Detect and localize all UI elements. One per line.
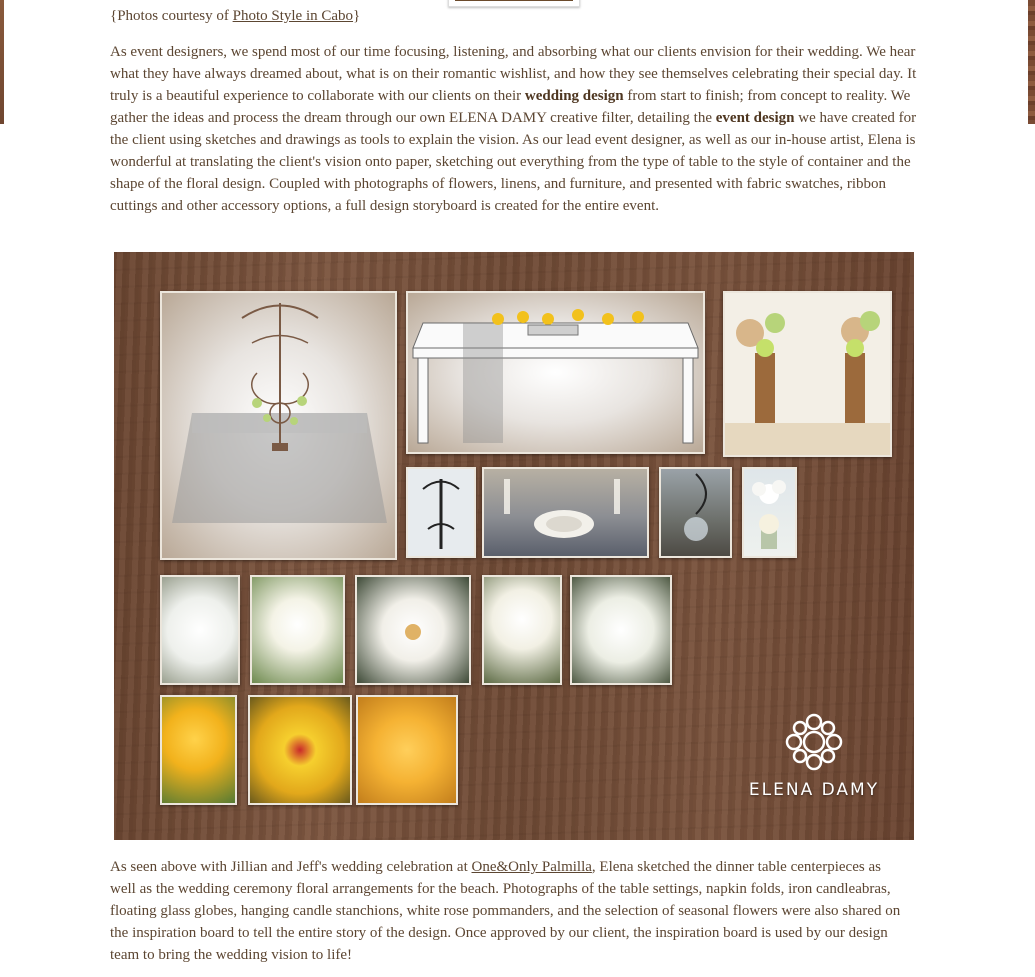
hanging-globe-photo	[659, 467, 732, 558]
table-sketch	[406, 291, 705, 454]
closing-paragraph: As seen above with Jillian and Jeff's wedding celebration at One&Only Palmilla, Elena sketched the dinner table centerpieces as well as the wedding ceremony floral arrangements for the beach. Photographs of the table settings, napkin folds, iron candleabras, floating glass globes, hanging candle stanchions, white rose pommanders, and the selection of seasonal flowers were also shared on the inspiration board to tell the entire story of the design. Once approved by our client, the inspiration board is used by our design team to bring the wedding vision to life!	[110, 859, 901, 963]
event-design-emphasis: event design	[715, 110, 795, 126]
white-rose-photo	[570, 575, 672, 685]
one-only-palmilla-link[interactable]: One&Only Palmilla	[471, 859, 592, 875]
elena-damy-logo	[734, 710, 894, 810]
photo-style-cabo-link[interactable]: Photo Style in Cabo	[232, 8, 354, 24]
wedding-design-emphasis: wedding design	[524, 88, 624, 104]
yellow-rose-photo	[356, 695, 458, 805]
wood-background-right	[1028, 0, 1035, 124]
yellow-cymbidium-orchid-photo	[248, 695, 352, 805]
white-orchid-photo	[355, 575, 471, 685]
logo-wordmark: ELENA DAMY	[748, 780, 880, 800]
ceremony-arrangement-sketch	[723, 291, 892, 457]
white-orchid-arrangement-photo	[742, 467, 797, 558]
design-storyboard-image	[114, 252, 914, 840]
white-freesia-photo	[482, 575, 562, 685]
centerpiece-sketch	[160, 291, 397, 560]
wood-background-left	[0, 0, 4, 124]
iron-candelabra-photo	[406, 467, 476, 558]
candelabra-drawing	[162, 293, 395, 558]
white-tulip-photo	[250, 575, 345, 685]
intro-paragraph: As event designers, we spend most of our time focusing, listening, and absorbing what our clients envision for their wedding. We hear what they have always dreamed about, what is on their romantic wishlist, and how they see themselves celebrating their special day. It truly is a beautiful experience to collaborate with our clients on their wedding design from start to finish; from concept to reality. We gather the ideas and process the dream through our own ELENA DAMY creative filter, detailing the event design we have created for the client using sketches and drawings as tools to explain the vision. As our lead event designer, as well as our in-house artist, Elena is wonderful at translating the client's vision onto paper, sketching out everything from the type of table to the style of container and the shape of the floral design. Coupled with photographs of flowers, linens, and furniture, and presented with fabric swatches, ribbon cuttings and other accessory options, a full design storyboard is created for the entire event.	[110, 44, 917, 214]
top-navigation-tab[interactable]	[448, 0, 580, 7]
white-hyacinth-photo	[160, 575, 240, 685]
table-setting-photo	[482, 467, 649, 558]
photo-credit: {Photos courtesy of Photo Style in Cabo}	[110, 8, 361, 24]
table-drawing	[408, 293, 703, 452]
yellow-freesia-photo	[160, 695, 237, 805]
arrangement-drawing	[725, 293, 890, 455]
ornament-icon	[734, 710, 894, 780]
